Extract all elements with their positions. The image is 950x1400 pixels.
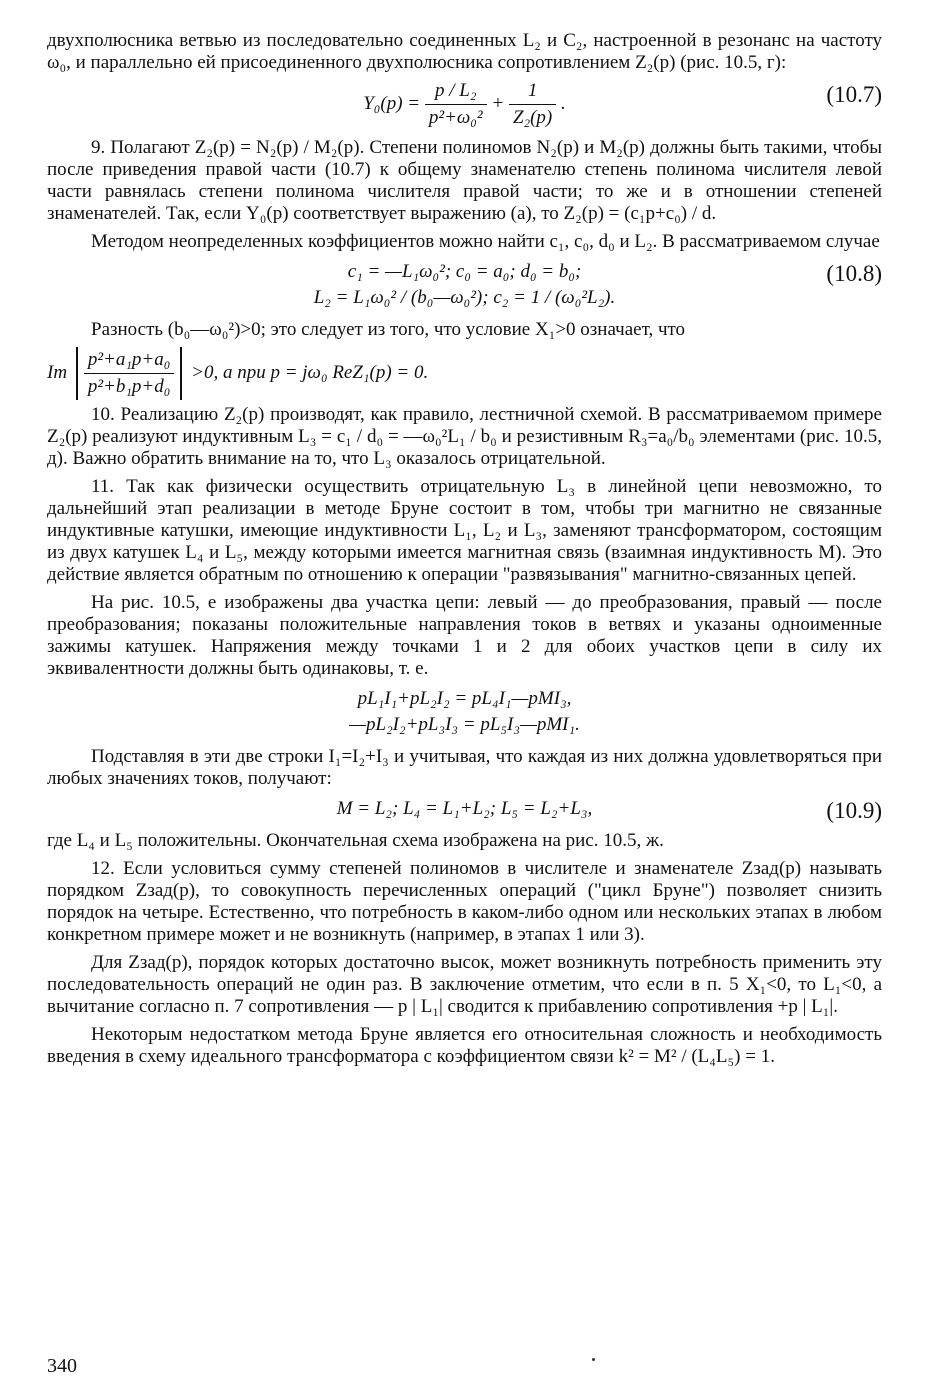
im-bracket bbox=[76, 347, 183, 400]
im-fraction bbox=[84, 349, 175, 398]
paragraph-method: Методом неопределенных коэффициентов можно найти c₁, c₀, d₀ и L₂. В рассматриваемом случае bbox=[91, 231, 880, 252]
fraction-2-denominator: Z₂(p) bbox=[512, 107, 553, 128]
im-condition bbox=[47, 347, 882, 400]
formula-10-9-line: M = L₂; L₄ = L₁+L₂; L₅ = L₂+L₃, bbox=[336, 798, 593, 819]
paragraph-substitution: Подставляя в эти две строки I₁=I₂+I₃ и учитывая, что каждая из них должна удовлетворяться при любых значениях токов, получают: bbox=[47, 746, 882, 789]
paragraph-for-z: Для Zзад(p), порядок которых достаточно высок, может возникнуть потребность применить эту последовательность операций не один раз. В заключение отметим, что если в п. 5 X₁<0, то L₁<0, а вычитание согласно п. 7 сопротивления — p | L₁| сводится к прибавлению сопротивления +p | L₁|. bbox=[47, 952, 882, 1017]
formula-10-8-line-2: L₂ = L₁ω₀² / (b₀—ω₀²); c₂ = 1 / (ω₀²L₂). bbox=[313, 287, 616, 308]
paragraph-figure: На рис. 10.5, е изображены два участка цепи: левый — до преобразования, правый — после преобразования; показаны положительные направления токов в ветвях и указаны одноименные зажимы катушек. Напряжения между точками 1 и 2 для обоих участков цепи в силу их эквивалентности должны быть одинаковы, т. е. bbox=[47, 592, 882, 679]
page-number: 340 bbox=[47, 1355, 77, 1377]
formula-10-7-fraction-2 bbox=[509, 80, 556, 129]
im-numerator: p²+a₁p+a₀ bbox=[84, 349, 175, 374]
paragraph-10: 10. Реализацию Z₂(p) производят, как правило, лестничной схемой. В рассматриваемом примере Z₂(p) реализуют индуктивным L₃ = c₁ / d₀ = —ω₀²L₁ / b₀ и резистивным R₃=a₀/b₀ элементами (рис. 10.5, д). Важно обратить внимание на то, что L₃ оказалось отрицательной. bbox=[47, 404, 882, 469]
formula-10-7-plus: + bbox=[491, 92, 505, 114]
formula-10-8-line-1: c₁ = —L₁ω₀²; c₀ = a₀; d₀ = b₀; bbox=[347, 261, 582, 282]
paragraph-intro: двухполюсника ветвью из последовательно соединенных L₂ и C₂, настроенной в резонанс на частоту ω₀, и параллельно ей присоединенного двухполюсника сопротивлением Z₂(p) (рис. 10.5, г): bbox=[47, 30, 882, 73]
paragraph-difference: Разность (b₀—ω₀²)>0; это следует из того, что условие X₁>0 означает, что bbox=[91, 319, 686, 340]
equation-number-10-8: (10.8) bbox=[826, 261, 882, 286]
paragraph-where: где L₄ и L₅ положительны. Окончательная схема изображена на рис. 10.5, ж. bbox=[47, 830, 664, 851]
fraction-2-numerator: 1 bbox=[509, 80, 556, 105]
im-suffix: >0, а при p = jω₀ ReZ₁(p) = 0. bbox=[191, 361, 429, 383]
fraction-1-numerator: p / L₂ bbox=[425, 80, 487, 105]
formula-voltages bbox=[47, 686, 882, 738]
formula-voltages-line-1: pL₁I₁+pL₂I₂ = pL₄I₁—pMI₃, bbox=[357, 688, 572, 709]
equation-number-10-7: (10.7) bbox=[826, 82, 882, 107]
formula-10-8 bbox=[47, 259, 882, 311]
paragraph-9: 9. Полагают Z₂(p) = N₂(p) / M₂(p). Степени полиномов N₂(p) и M₂(p) должны быть такими, чтобы после приведения правой части (10.7) к общему знаменателю степень полинома числителя левой части равнялась степени полинома числителя правой части; то же и в отношении степеней знаменателей. Так, если Y₀(p) соответствует выражению (а), то Z₂(p) = (c₁p+c₀) / d. bbox=[47, 137, 882, 224]
page-body bbox=[47, 30, 882, 1074]
print-speck bbox=[592, 1358, 595, 1361]
formula-10-7-lhs: Y₀(p) = bbox=[363, 92, 421, 114]
im-prefix: Im bbox=[47, 361, 68, 383]
formula-10-7 bbox=[47, 80, 882, 129]
formula-10-9 bbox=[47, 796, 882, 822]
paragraph-last: Некоторым недостатком метода Бруне является его относительная сложность и необходимость введения в схему идеального трансформатора с коэффициентом связи k² = M² / (L₄L₅) = 1. bbox=[47, 1024, 882, 1067]
paragraph-12: 12. Если условиться сумму степеней полиномов в числителе и знаменателе Zзад(p) называть порядком Zзад(p), то совокупность перечисленных операций ("цикл Бруне") позволяет снизить порядок на четыре. Естественно, что потребность в каком-либо одном или нескольких этапах в любом конкретном примере может и не возникнуть (например, в этапах 1 или 3). bbox=[47, 858, 882, 945]
paragraph-11: 11. Так как физически осуществить отрицательную L₃ в линейной цепи невозможно, то дальнейший этап реализации в методе Бруне состоит в том, чтобы три магнитно не связанные индуктивные катушки, имеющие индуктивности L₁, L₂ и L₃, заменяют трансформатором, состоящим из двух катушек L₄ и L₅, между которыми имеется магнитная связь (взаимная индуктивность M). Это действие является обратным по отношению к операции "развязывания" магнитно-связанных цепей. bbox=[47, 476, 882, 585]
formula-voltages-line-2: —pL₂I₂+pL₃I₃ = pL₅I₃—pMI₁. bbox=[349, 714, 580, 735]
formula-10-7-tail: . bbox=[561, 92, 566, 114]
im-denominator: p²+b₁p+d₀ bbox=[87, 376, 171, 397]
equation-number-10-9: (10.9) bbox=[826, 798, 882, 823]
fraction-1-denominator: p²+ω₀² bbox=[428, 107, 483, 128]
formula-10-7-fraction-1 bbox=[425, 80, 487, 129]
